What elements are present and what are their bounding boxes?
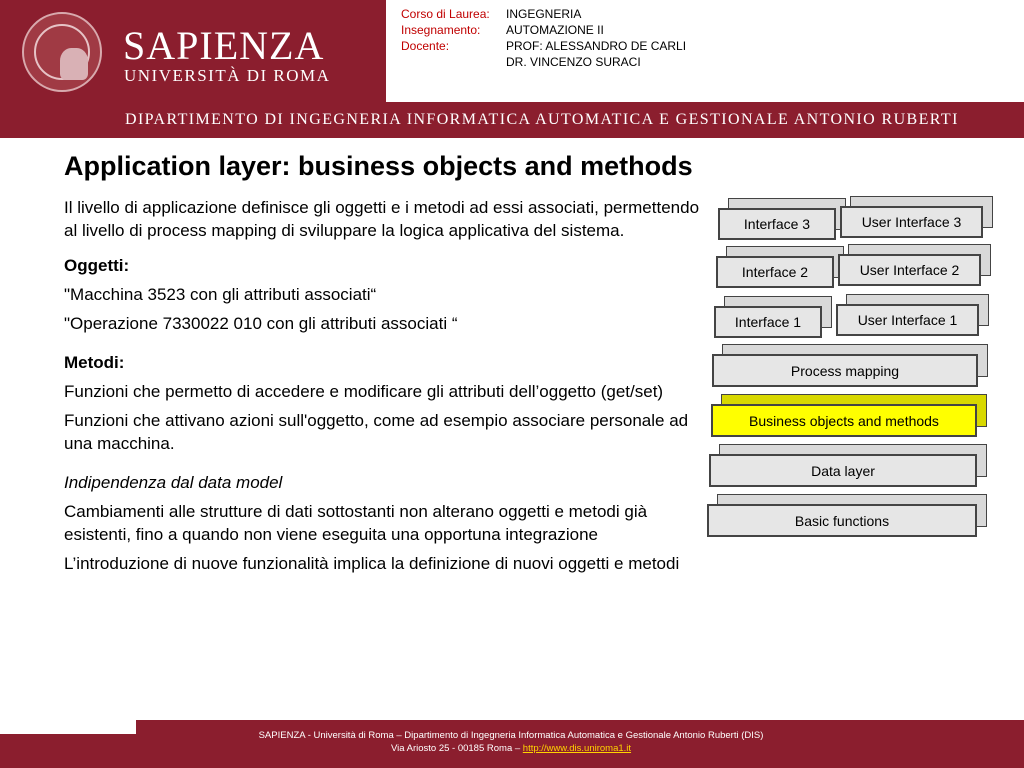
course-info-value: INGEGNERIA	[506, 7, 582, 21]
block-label: Interface 2	[716, 256, 834, 288]
seal-ring	[34, 24, 90, 80]
independence-heading: Indipendenza dal data model	[64, 473, 283, 492]
basic-functions-block	[707, 504, 977, 537]
footer-line-1: SAPIENZA - Università di Roma – Dipartimento di Ingegneria Informatica Automatica e Gestionale Antonio Ruberti (DIS)	[258, 730, 764, 741]
independence-item: Cambiamenti alle strutture di dati sottostanti non alterano oggetti e metodi già esistenti, fino a quando non viene eseguita una opportuna integrazione	[64, 502, 648, 544]
university-logo-panel	[0, 0, 386, 102]
course-info-row	[401, 6, 686, 22]
block-label: Basic functions	[707, 504, 977, 537]
course-info-key: Insegnamento:	[401, 23, 481, 37]
block-label: Data layer	[709, 454, 977, 487]
method-item: Funzioni che permetto di accedere e modificare gli attributi dell’oggetto (get/set)	[64, 382, 664, 401]
interface-1-block	[714, 306, 822, 338]
seal-figure	[60, 48, 88, 80]
block-label: Business objects and methods	[711, 404, 977, 437]
user-interface-1-block	[836, 304, 979, 336]
user-interface-2-block	[838, 254, 981, 286]
footer-address: Via Ariosto 25 - 00185 Roma –	[390, 743, 523, 754]
department-name: DIPARTIMENTO DI INGEGNERIA INFORMATICA AUTOMATICA E GESTIONALE ANTONIO RUBERTI	[125, 111, 959, 128]
brand-subtitle: UNIVERSITÀ DI ROMA	[124, 66, 331, 85]
object-item: "Operazione 7330022 010 con gli attributi associati “	[64, 314, 458, 333]
business-objects-block	[711, 404, 977, 437]
block-label: User Interface 3	[840, 206, 983, 238]
slide-title: Application layer: business objects and methods	[64, 151, 693, 181]
course-info-row	[401, 22, 686, 38]
independence-item: L’introduzione di nuove funzionalità implica la definizione di nuovi oggetti e metodi	[64, 554, 680, 573]
block-label: Process mapping	[712, 354, 978, 387]
block-label: Interface 1	[714, 306, 822, 338]
interface-3-block	[718, 208, 836, 240]
object-item: "Macchina 3523 con gli attributi associati“	[64, 285, 377, 304]
user-interface-3-block	[840, 206, 983, 238]
method-item: Funzioni che attivano azioni sull'oggetto, come ad esempio associare personale ad una macchina.	[64, 411, 689, 453]
brand-name: SAPIENZA	[123, 23, 325, 68]
block-label: User Interface 1	[836, 304, 979, 336]
course-info-row	[401, 54, 686, 70]
block-label: Interface 3	[718, 208, 836, 240]
slide-body	[64, 196, 709, 575]
process-mapping-block	[712, 354, 978, 387]
methods-heading: Metodi:	[64, 353, 125, 372]
block-label: User Interface 2	[838, 254, 981, 286]
department-website-link[interactable]: http://www.dis.uniroma1.it	[522, 743, 632, 754]
intro-paragraph: Il livello di applicazione definisce gli oggetti e i metodi ad essi associati, permettendo al livello di process mapping di sviluppare la logica applicativa del sistema.	[64, 198, 700, 240]
course-info-value: AUTOMAZIONE II	[506, 23, 604, 37]
course-info-value: DR. VINCENZO SURACI	[506, 55, 641, 69]
footer-white-tab	[0, 720, 136, 734]
course-info-key: Corso di Laurea:	[401, 7, 490, 21]
university-seal-icon	[22, 12, 102, 92]
course-info-key	[401, 54, 506, 70]
course-info-value: PROF: ALESSANDRO DE CARLI	[506, 39, 687, 53]
data-layer-block	[709, 454, 977, 487]
course-info	[401, 6, 686, 70]
footer-line-2	[136, 742, 886, 755]
course-info-row	[401, 38, 686, 54]
objects-heading: Oggetti:	[64, 256, 130, 275]
interface-2-block	[716, 256, 834, 288]
course-info-key: Docente:	[401, 39, 450, 53]
footer	[136, 729, 886, 755]
